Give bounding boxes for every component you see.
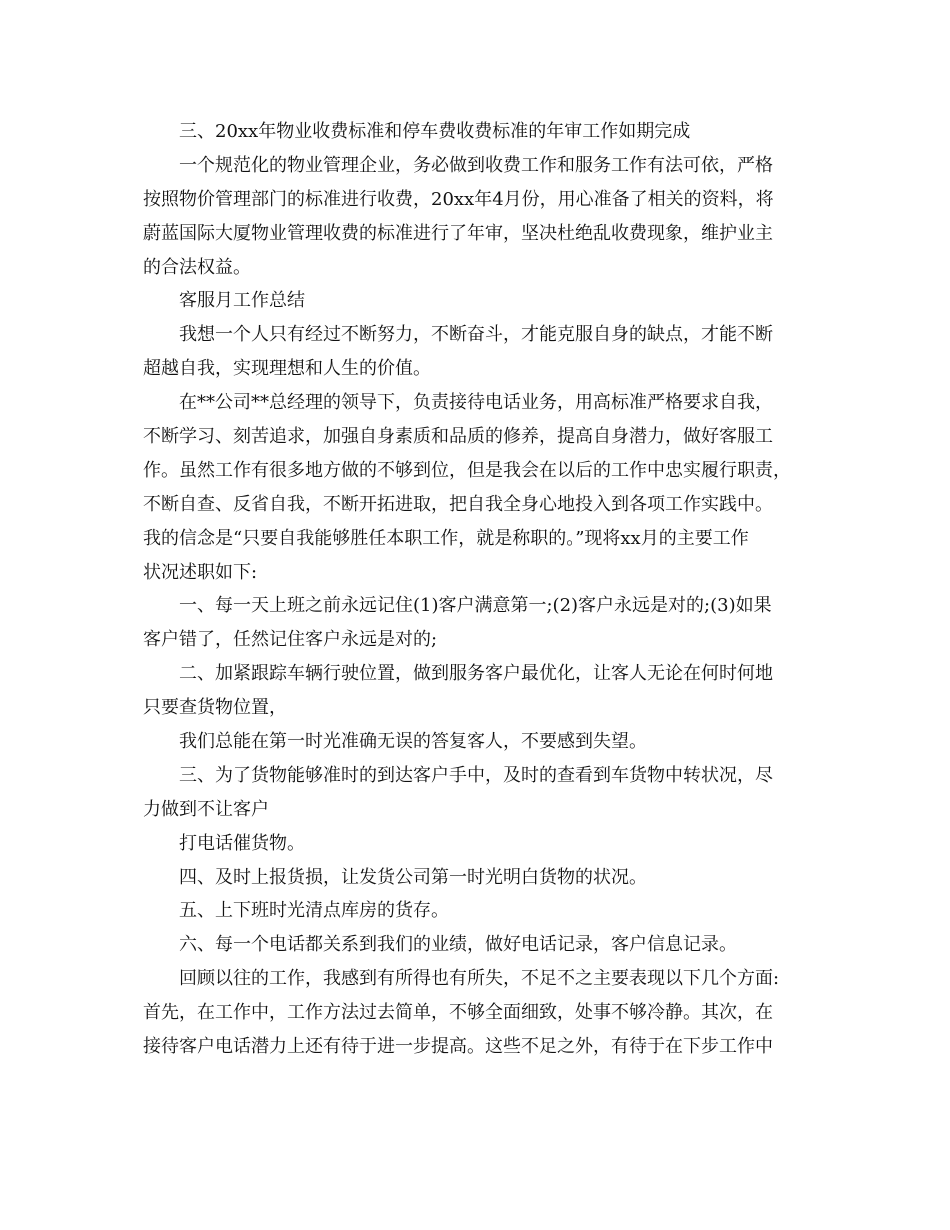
paragraph-line: 我们总能在第一时光准确无误的答复客人，不要感到失望。 (179, 731, 647, 753)
paragraph-line: 不断学习、刻苦追求，加强自身素质和品质的修养，提高自身潜力，做好客服工 (143, 426, 773, 448)
list-item: 四、及时上报货损，让发货公司第一时光明白货物的状况。 (179, 866, 647, 888)
paragraph-line: 一个规范化的物业管理企业，务必做到收费工作和服务工作有法可依，严格 (179, 154, 773, 176)
paragraph-line: 的合法权益。 (143, 256, 251, 278)
list-item: 五、上下班时光清点库房的货存。 (179, 900, 449, 922)
list-item: 六、每一个电话都关系到我们的业绩，做好电话记录，客户信息记录。 (179, 934, 737, 956)
paragraph-line: 按照物价管理部门的标准进行收费，20xx年4月份，用心准备了相关的资料，将 (143, 188, 774, 210)
paragraph-line: 接待客户电话潜力上还有待于进一步提高。这些不足之外，有待于在下步工作中 (143, 1036, 773, 1058)
paragraph-line: 三、20xx年物业收费标准和停车费收费标准的年审工作如期完成 (179, 121, 691, 142)
list-item-continuation: 客户错了，任然记住客户永远是对的; (143, 629, 438, 651)
list-item-continuation: 力做到不让客户 (143, 798, 269, 820)
paragraph-line: 我想一个人只有经过不断努力，不断奋斗，才能克服自身的缺点，才能不断 (179, 324, 773, 346)
paragraph-line: 打电话催货物。 (179, 832, 305, 854)
section-heading: 客服月工作总结 (179, 290, 305, 312)
list-item: 一、每一天上班之前永远记住(1)客户满意第一;(2)客户永远是对的;(3)如果 (179, 595, 772, 617)
paragraph-line: 超越自我，实现理想和人生的价值。 (143, 358, 431, 380)
document-body (143, 115, 807, 1064)
list-item: 二、加紧跟踪车辆行驶位置，做到服务客户最优化，让客人无论在何时何地 (179, 663, 773, 685)
paragraph-line: 我的信念是“只要自我能够胜任本职工作，就是称职的。”现将xx月的主要工作 (143, 527, 749, 549)
paragraph-line: 回顾以往的工作，我感到有所得也有所失，不足不之主要表现以下几个方面: (179, 968, 780, 990)
paragraph-line: 在**公司**总经理的领导下，负责接待电话业务，用高标准严格要求自我， (179, 392, 773, 414)
paragraph-line: 作。虽然工作有很多地方做的不够到位，但是我会在以后的工作中忠实履行职责， (143, 459, 791, 481)
paragraph-line: 不断自查、反省自我，不断开拓进取，把自我全身心地投入到各项工作实践中。 (143, 493, 773, 515)
paragraph-line: 状况述职如下: (143, 561, 258, 583)
paragraph-line: 首先，在工作中，工作方法过去简单，不够全面细致，处事不够冷静。其次，在 (143, 1002, 773, 1024)
list-item: 三、为了货物能够准时的到达客户手中，及时的查看到车货物中转状况，尽 (179, 764, 773, 786)
list-item-continuation: 只要查货物位置， (143, 697, 287, 719)
paragraph-line: 蔚蓝国际大厦物业管理收费的标准进行了年审，坚决杜绝乱收费现象，维护业主 (143, 222, 773, 244)
